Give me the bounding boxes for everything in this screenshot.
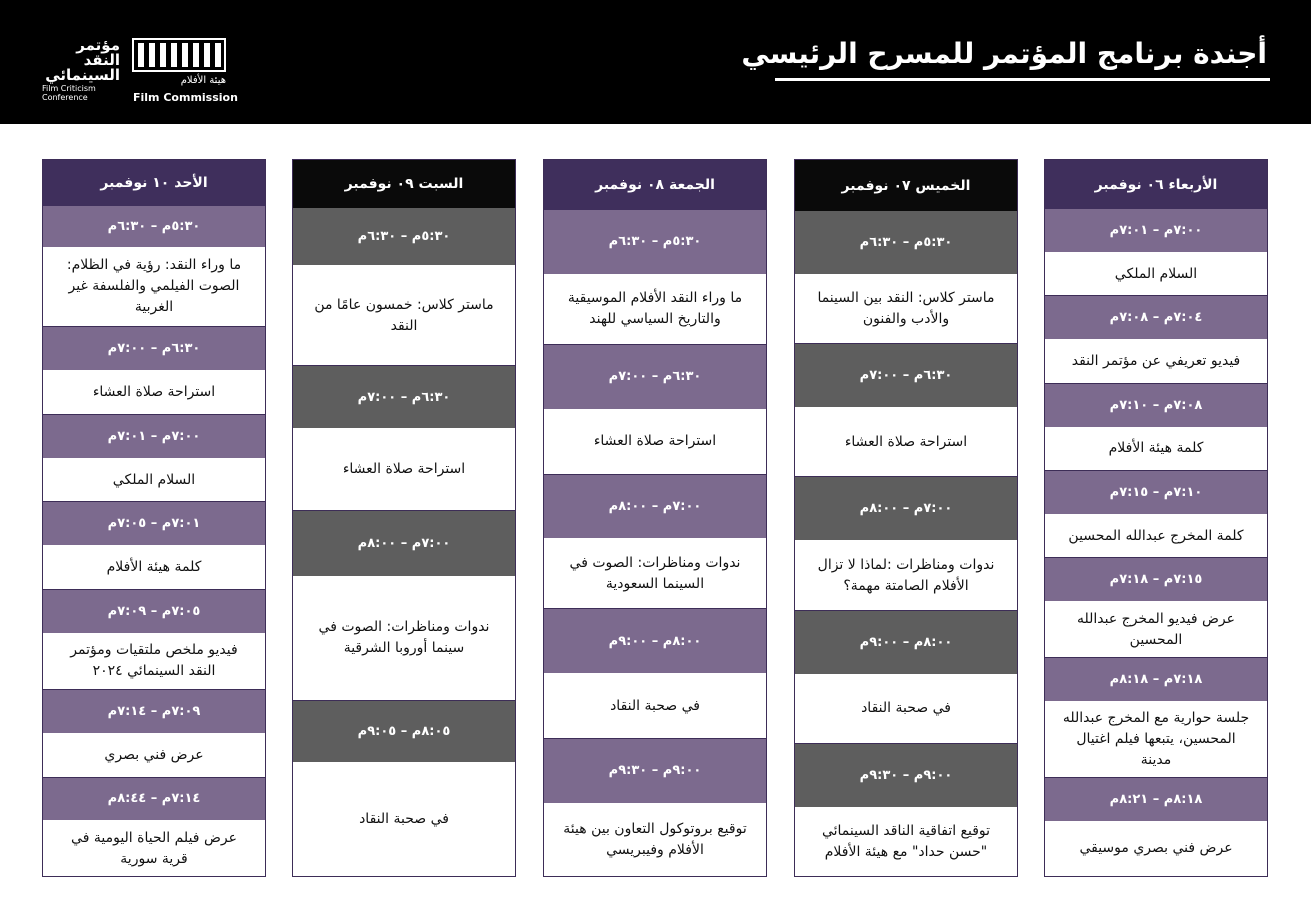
session-title: فيديو تعريفي عن مؤتمر النقد — [1045, 340, 1267, 383]
session-title: استراحة صلاة العشاء — [293, 429, 515, 511]
session-title: في صحبة النقاد — [795, 675, 1017, 744]
session-title: جلسة حوارية مع المخرج عبدالله المحسين، يتبعها فيلم اغتيال مدينة — [1045, 702, 1267, 778]
session-time: ٨:٠٠م – ٩:٠٠م — [795, 611, 1017, 675]
session-title: عرض فني بصري موسيقي — [1079, 840, 1233, 857]
session-time: ٧:١٨م – ٨:١٨م — [1045, 658, 1267, 702]
conference-logo-arabic: مؤتمر النقد السينمائي — [45, 36, 120, 84]
session-title: كلمة هيئة الأفلام — [1045, 428, 1267, 471]
day-header: الجمعة ٠٨ نوفمبر — [544, 160, 766, 210]
session-title: ما وراء النقد الأفلام الموسيقية والتاريخ السياسي للهند — [544, 275, 766, 345]
session-time: ٥:٣٠م – ٦:٣٠م — [795, 211, 1017, 275]
conference-logo-english: Film Criticism Conference — [42, 84, 96, 102]
session-time: ٩:٠٠م – ٩:٣٠م — [795, 744, 1017, 808]
session-title: توقيع اتفاقية الناقد السينمائي "حسن حداد" مع هيئة الأفلام — [821, 822, 991, 860]
session-time: ٨:٠٠م – ٩:٠٠م — [544, 609, 766, 674]
day-header: الخميس ٠٧ نوفمبر — [795, 160, 1017, 211]
session-time: ٧:١٠م – ٧:١٥م — [1045, 471, 1267, 515]
session-time: ٦:٣٠م – ٧:٠٠م — [43, 327, 265, 371]
session-title: ماستر كلاس: النقد بين السينما والأدب والفنون — [795, 275, 1017, 344]
session-time: ٦:٣٠م – ٧:٠٠م — [293, 366, 515, 428]
session-title: عرض فيلم الحياة اليومية في قرية سورية — [71, 829, 237, 867]
day-column-thursday — [794, 159, 1018, 877]
session-title: عرض فني بصري — [43, 734, 265, 778]
session-title: كلمة المخرج عبدالله المحسين — [1045, 515, 1267, 558]
session-title: في صحبة النقاد — [359, 811, 449, 828]
session-time: ٧:٠٠م – ٨:٠٠م — [544, 475, 766, 540]
commission-logo-english: Film Commission — [133, 91, 238, 104]
header-bar — [0, 0, 1311, 124]
session-time: ٧:١٥م – ٧:١٨م — [1045, 558, 1267, 602]
session-time: ٧:٠٥م – ٧:٠٩م — [43, 590, 265, 634]
session-title: في صحبة النقاد — [544, 674, 766, 739]
session-title: استراحة صلاة العشاء — [544, 410, 766, 475]
session-title: توقيع بروتوكول التعاون بين هيئة الأفلام وفيبريسي — [563, 820, 747, 858]
day-column-friday — [543, 159, 767, 877]
session-time: ٦:٣٠م – ٧:٠٠م — [544, 345, 766, 410]
session-time: ٨:١٨م – ٨:٢١م — [1045, 778, 1267, 822]
day-header: السبت ٠٩ نوفمبر — [293, 160, 515, 208]
session-time: ٧:٠٠م – ٨:٠٠م — [293, 511, 515, 577]
day-column-sunday — [42, 159, 266, 877]
session-time: ٨:٠٥م – ٩:٠٥م — [293, 701, 515, 763]
session-title: السلام الملكي — [43, 459, 265, 503]
page-title: أجندة برنامج المؤتمر للمسرح الرئيسي — [741, 37, 1267, 70]
session-title: ندوات ومناظرات :لماذا لا تزال الأفلام الصامتة مهمة؟ — [795, 541, 1017, 610]
session-title: ندوات ومناظرات: الصوت في سينما أوروبا الشرقية — [293, 577, 515, 701]
session-title: ندوات ومناظرات: الصوت في السينما السعودية — [544, 539, 766, 609]
commission-logo-arabic: هيئة الأفلام — [180, 75, 226, 86]
session-time: ٧:٠١م – ٧:٠٥م — [43, 502, 265, 546]
session-time: ٧:٠٠م – ٧:٠١م — [1045, 209, 1267, 253]
session-time: ٥:٣٠م – ٦:٣٠م — [43, 206, 265, 248]
session-time: ٥:٣٠م – ٦:٣٠م — [544, 210, 766, 275]
session-time: ٦:٣٠م – ٧:٠٠م — [795, 344, 1017, 408]
session-time: ٧:١٤م – ٨:٤٤م — [43, 778, 265, 822]
day-header: الأحد ١٠ نوفمبر — [43, 160, 265, 206]
session-time: ٧:٠٩م – ٧:١٤م — [43, 690, 265, 734]
session-title: استراحة صلاة العشاء — [795, 408, 1017, 477]
film-commission-logo — [132, 38, 238, 104]
day-column-wednesday — [1044, 159, 1268, 877]
session-title: ماستر كلاس: خمسون عامًا من النقد — [293, 266, 515, 366]
session-title: فيديو ملخص ملتقيات ومؤتمر النقد السينمائي ٢٠٢٤ — [43, 634, 265, 690]
day-header: الأربعاء ٠٦ نوفمبر — [1045, 160, 1267, 209]
session-time: ٥:٣٠م – ٦:٣٠م — [293, 208, 515, 266]
session-title: كلمة هيئة الأفلام — [43, 546, 265, 590]
session-title: استراحة صلاة العشاء — [43, 371, 265, 415]
film-strip-icon — [132, 38, 226, 72]
session-time: ٩:٠٠م – ٩:٣٠م — [544, 739, 766, 804]
session-time: ٧:٠٠م – ٧:٠١م — [43, 415, 265, 459]
session-title: عرض فيديو المخرج عبدالله المحسين — [1045, 602, 1267, 658]
session-time: ٧:٠٨م – ٧:١٠م — [1045, 384, 1267, 428]
session-title: ما وراء النقد: رؤية في الظلام: الصوت الفيلمي والفلسفة غير الغربية — [43, 248, 265, 327]
session-time: ٧:٠٤م – ٧:٠٨م — [1045, 296, 1267, 340]
film-criticism-conference-logo — [40, 38, 120, 104]
session-title: السلام الملكي — [1045, 253, 1267, 296]
title-underline — [775, 78, 1270, 81]
session-time: ٧:٠٠م – ٨:٠٠م — [795, 477, 1017, 541]
day-column-saturday — [292, 159, 516, 877]
